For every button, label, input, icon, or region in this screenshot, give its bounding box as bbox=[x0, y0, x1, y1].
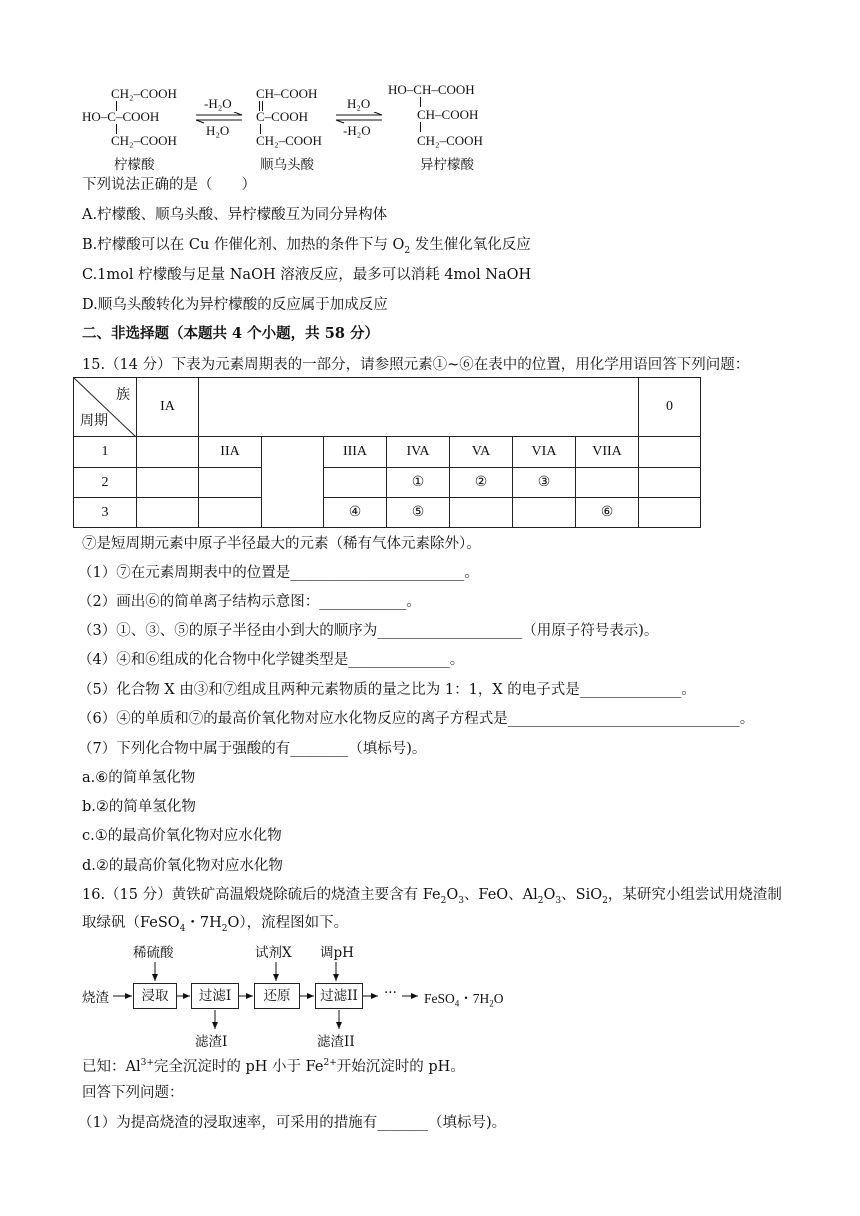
group-viia-header: VIIA bbox=[576, 437, 639, 468]
flow-top-ph: 调pH bbox=[320, 945, 354, 961]
periodic-table bbox=[73, 377, 701, 528]
q15-note: ⑦是短周期元素中原子半径最大的元素（稀有气体元素除外）。 bbox=[82, 536, 481, 552]
period-3: 3 bbox=[74, 498, 137, 528]
flow-step-filter1: 过滤I bbox=[191, 983, 239, 1009]
q15-part3: （3）①、③、⑤的原子半径由小到大的顺序为____________________（用原子符号表示)。 bbox=[78, 623, 659, 639]
element-3: ③ bbox=[513, 468, 576, 498]
q15-part2: （2）画出⑥的简单离子结构示意图：____________。 bbox=[78, 594, 421, 610]
group-va-header: VA bbox=[450, 437, 513, 468]
q16-intro-line1: 16.（15 分）黄铁矿高温煅烧除硫后的烧渣主要含有 $Fe_2O_3$、FeO、$Al_2O_3$、SiO$_2$，某研究小组尝试用烧渣制 bbox=[82, 887, 782, 906]
q15-choice-d: d.②的最高价氧化物对应水化物 bbox=[82, 858, 283, 874]
arrow1-bottom: H₂O bbox=[206, 123, 230, 138]
q14-option-d: D.顺乌头酸转化为异柠檬酸的反应属于加成反应 bbox=[82, 297, 388, 313]
element-5: ⑤ bbox=[387, 498, 450, 528]
q15-part4: （4）④和⑥组成的化合物中化学键类型是______________。 bbox=[78, 652, 465, 668]
corner-group-label: 族 bbox=[116, 388, 130, 403]
bond bbox=[420, 97, 421, 107]
flow-top-reagent: 试剂X bbox=[255, 945, 292, 961]
citric-line2: HO–C–COOH bbox=[82, 109, 160, 124]
q14-option-a: A.柠檬酸、顺乌头酸、异柠檬酸互为同分异构体 bbox=[82, 207, 388, 223]
q15-part7: （7）下列化合物中属于强酸的有________（填标号)。 bbox=[78, 741, 427, 757]
group-iva-header: IVA bbox=[387, 437, 450, 468]
q15-part5: （5）化合物 X 由③和⑦组成且两种元素物质的量之比为 1：1，X 的电子式是______________。 bbox=[78, 682, 696, 698]
q15-part1: （1）⑦在元素周期表中的位置是________________________。 bbox=[78, 565, 479, 581]
section-heading: 二、非选择题（本题共 4 个小题，共 58 分） bbox=[82, 325, 379, 342]
q15-choice-c: c.①的最高价氧化物对应水化物 bbox=[82, 828, 282, 844]
citric-line1: CH₂–COOH bbox=[111, 86, 177, 101]
group-ia-header: IA bbox=[137, 378, 199, 437]
element-2: ② bbox=[450, 468, 513, 498]
q15-intro: 15.（14 分）下表为元素周期表的一部分，请参照元素①~⑥在表中的位置，用化学用语回答下列问题： bbox=[82, 357, 750, 373]
element-4: ④ bbox=[324, 498, 387, 528]
isocitric-line3: CH₂–COOH bbox=[417, 133, 483, 148]
cisaconitic-line2: C–COOH bbox=[256, 109, 309, 124]
group-iiia-header: IIIA bbox=[324, 437, 387, 468]
q15-choice-b: b.②的简单氢化物 bbox=[82, 799, 196, 815]
cisaconitic-line3: CH₂–COOH bbox=[256, 133, 322, 148]
flow-product: FeSO$_4$・$7H_2O$ bbox=[424, 991, 504, 1009]
flow-top-acid: 稀硫酸 bbox=[133, 945, 174, 961]
element-6: ⑥ bbox=[576, 498, 639, 528]
flow-step-leach: 浸取 bbox=[133, 983, 177, 1009]
element-1: ① bbox=[387, 468, 450, 498]
flow-bottom-residue2: 滤渣II bbox=[317, 1034, 355, 1050]
arrow2-top: H₂O bbox=[347, 96, 371, 111]
arrow1-top: -H₂O bbox=[204, 96, 232, 111]
isocitric-line2: CH–COOH bbox=[417, 107, 479, 122]
q16-intro-line2: 取绿矾（FeSO$_4$・$7H_2O$），流程图如下。 bbox=[82, 915, 349, 934]
arrow2-bottom: -H₂O bbox=[343, 123, 371, 138]
q16-known: 已知：$Al^{3+}$完全沉淀时的 pH 小于 $Fe^{2+}$开始沉淀时的 pH。 bbox=[82, 1058, 465, 1075]
flow-ellipsis: ··· bbox=[384, 985, 397, 1001]
q16-answer-prompt: 回答下列问题： bbox=[82, 1085, 184, 1101]
isocitric-line1: HO–CH–COOH bbox=[388, 82, 475, 97]
cisaconitic-line1: CH–COOH bbox=[256, 86, 318, 101]
flow-step-filter2: 过滤II bbox=[315, 983, 363, 1009]
q14-option-b: B.柠檬酸可以在 Cu 作催化剂、加热的条件下与 $O_2$ 发生催化氧化反应 bbox=[82, 237, 531, 256]
bond bbox=[420, 122, 421, 132]
cisaconitic-name: 顺乌头酸 bbox=[260, 157, 314, 173]
citric-name: 柠檬酸 bbox=[114, 157, 155, 173]
group-iia-header: IIA bbox=[199, 437, 262, 468]
group-via-header: VIA bbox=[513, 437, 576, 468]
flow-bottom-residue1: 滤渣I bbox=[195, 1034, 228, 1050]
table-corner bbox=[74, 378, 137, 437]
group-0-header: 0 bbox=[639, 378, 701, 437]
isocitric-name: 异柠檬酸 bbox=[420, 157, 474, 173]
period-2: 2 bbox=[74, 468, 137, 498]
q15-choice-a: a.⑥的简单氢化物 bbox=[82, 770, 196, 786]
q16-part1: （1）为提高烧渣的浸取速率，可采用的措施有_______（填标号)。 bbox=[78, 1115, 507, 1131]
corner-period-label: 周期 bbox=[80, 414, 108, 429]
flow-start: 烧渣 bbox=[82, 990, 109, 1006]
q15-part6: （6）④的单质和⑦的最高价氧化物对应水化物反应的离子方程式是________________________________。 bbox=[78, 711, 755, 727]
q14-stem: 下列说法正确的是（ ） bbox=[82, 177, 256, 193]
period-1: 1 bbox=[74, 437, 137, 468]
q14-option-c: C.1mol 柠檬酸与足量 NaOH 溶液反应，最多可以消耗 4mol NaOH bbox=[82, 267, 532, 283]
flow-step-reduce: 还原 bbox=[254, 983, 300, 1009]
citric-line3: CH₂–COOH bbox=[111, 133, 177, 148]
